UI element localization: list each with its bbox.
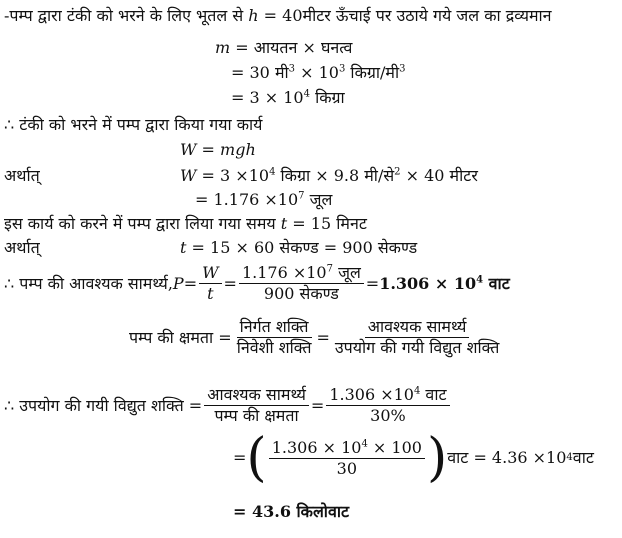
right-paren: )	[426, 428, 448, 488]
num-b: जूल	[332, 263, 361, 282]
exp-1: 4	[269, 166, 276, 178]
denominator: पम्प की क्षमता	[214, 406, 299, 425]
line-power	[4, 264, 510, 303]
power-result	[379, 274, 510, 294]
fraction-electric-1	[204, 386, 309, 425]
numerator	[326, 386, 449, 406]
var-h: h	[248, 6, 259, 25]
text-rest: = आयतन × घनत्व	[230, 38, 353, 57]
denominator: उपयोग की गयी विद्युत शक्ति	[334, 338, 500, 357]
exp-1: 4	[303, 88, 310, 100]
text-a: = 3 ×10	[196, 166, 270, 185]
line-efficiency	[129, 318, 504, 357]
exp-1: 7	[298, 190, 305, 202]
line-electric-power	[4, 386, 452, 425]
line-height-statement	[4, 6, 552, 26]
line-work-calc	[180, 166, 478, 186]
num-exp: 4	[361, 438, 368, 450]
text-post: = 15 मिनट	[287, 214, 367, 233]
eq: =	[233, 448, 247, 467]
fraction-electric-2	[326, 386, 449, 425]
text-b: जूल	[304, 190, 333, 209]
text-pre: ∴ पम्प की आवश्यक सामर्थ्य,	[4, 273, 173, 293]
var-W: W	[180, 166, 197, 185]
res-a: 1.306 × 10	[379, 273, 477, 293]
num-exp: 7	[326, 263, 333, 275]
line-electric-calc: = ( $\frac{1.306 \times 10^4 \times 100}{30}$ ) वाट = 4.36 ×10 4 वाट	[233, 428, 594, 488]
text-post-a: वाट = 4.36 ×10	[447, 448, 567, 467]
eq: =	[316, 327, 330, 347]
num-a: 1.176 ×10	[241, 263, 327, 282]
fraction-power-values	[239, 264, 364, 303]
text-a: = 30 मी	[231, 63, 289, 82]
left-paren: (	[246, 428, 267, 488]
line-work-calc-label	[4, 166, 40, 186]
numerator: आवश्यक सामर्थ्य	[204, 386, 309, 406]
text-pre: -पम्प द्वारा टंकी को भरने के लिए भूतल से	[4, 6, 249, 25]
numerator: निर्गत शक्ति	[237, 318, 312, 338]
num-exp: 4	[413, 385, 421, 397]
line-time-calc-label	[4, 238, 40, 258]
num-b: × 100	[367, 437, 422, 457]
fraction-efficiency-1	[234, 318, 315, 357]
denominator: 30%	[370, 406, 406, 425]
text: W = mgh	[180, 140, 256, 159]
text-pre: पम्प की क्षमता =	[129, 327, 232, 347]
text-post-b: वाट	[572, 448, 594, 467]
line-time-statement	[4, 214, 367, 234]
num-a: 1.306 × 10	[271, 437, 362, 457]
denominator: 900 सेकण्ड	[263, 284, 339, 303]
denominator: निवेशी शक्ति	[236, 338, 312, 357]
res-exp: 4	[476, 274, 484, 286]
exp-2: 3	[338, 63, 346, 75]
line-work-heading	[4, 115, 262, 135]
fraction-efficiency-2	[332, 318, 502, 357]
text-b: किग्रा	[309, 88, 345, 107]
line-time-calc	[180, 238, 417, 258]
line-mass-result	[231, 88, 345, 108]
fraction-w-over-t	[199, 264, 221, 303]
line-mass-formula	[215, 38, 352, 58]
numerator	[269, 439, 425, 459]
num-a: 1.306 ×10	[329, 385, 414, 404]
text-a: = 3 × 10	[231, 88, 304, 107]
var-P: P	[172, 273, 184, 293]
eq: =	[310, 395, 325, 415]
var-m: m	[215, 38, 231, 57]
numerator: W	[199, 264, 221, 284]
text-pre: इस कार्य को करने में पम्प द्वारा लिया गया समय	[4, 214, 281, 233]
numerator: आवश्यक सामर्थ्य	[365, 318, 470, 338]
label: अर्थात्	[4, 166, 40, 185]
text-c: किग्रा/मी	[345, 63, 400, 82]
text-a: = 1.176 ×10	[195, 190, 299, 209]
text-b: किग्रा × 9.8 मी/से	[275, 166, 395, 185]
line-final-result	[233, 502, 349, 522]
eq: =	[183, 273, 198, 293]
eq: =	[223, 273, 237, 293]
num-b: वाट	[420, 385, 447, 404]
denominator: t	[207, 284, 214, 303]
exp-1: 3	[288, 63, 296, 75]
text: ∴ टंकी को भरने में पम्प द्वारा किया गया कार्य	[4, 115, 263, 134]
eq: =	[365, 273, 380, 293]
line-mass-value	[231, 63, 406, 83]
var-t: t	[180, 238, 187, 257]
text-b: × 10	[295, 63, 339, 82]
numerator	[239, 264, 364, 284]
line-work-result	[195, 190, 332, 210]
text-c: × 40 मीटर	[400, 166, 478, 185]
res-b: वाट	[483, 273, 510, 293]
fraction-electric-calc	[269, 439, 425, 478]
text-post: = 40मीटर ऊँचाई पर उठाये गये जल का द्रव्यमान	[258, 6, 552, 25]
line-work-formula	[180, 140, 256, 160]
text: = 43.6 किलोवाट	[233, 502, 350, 521]
exp-3: 3	[399, 63, 406, 75]
exp-2: 2	[394, 166, 401, 178]
text-pre: ∴ उपयोग की गयी विद्युत शक्ति =	[4, 395, 203, 415]
text-rest: = 15 × 60 सेकण्ड = 900 सेकण्ड	[186, 238, 418, 257]
denominator: 30	[336, 458, 357, 478]
var-t: t	[280, 214, 288, 233]
label: अर्थात्	[4, 238, 40, 257]
